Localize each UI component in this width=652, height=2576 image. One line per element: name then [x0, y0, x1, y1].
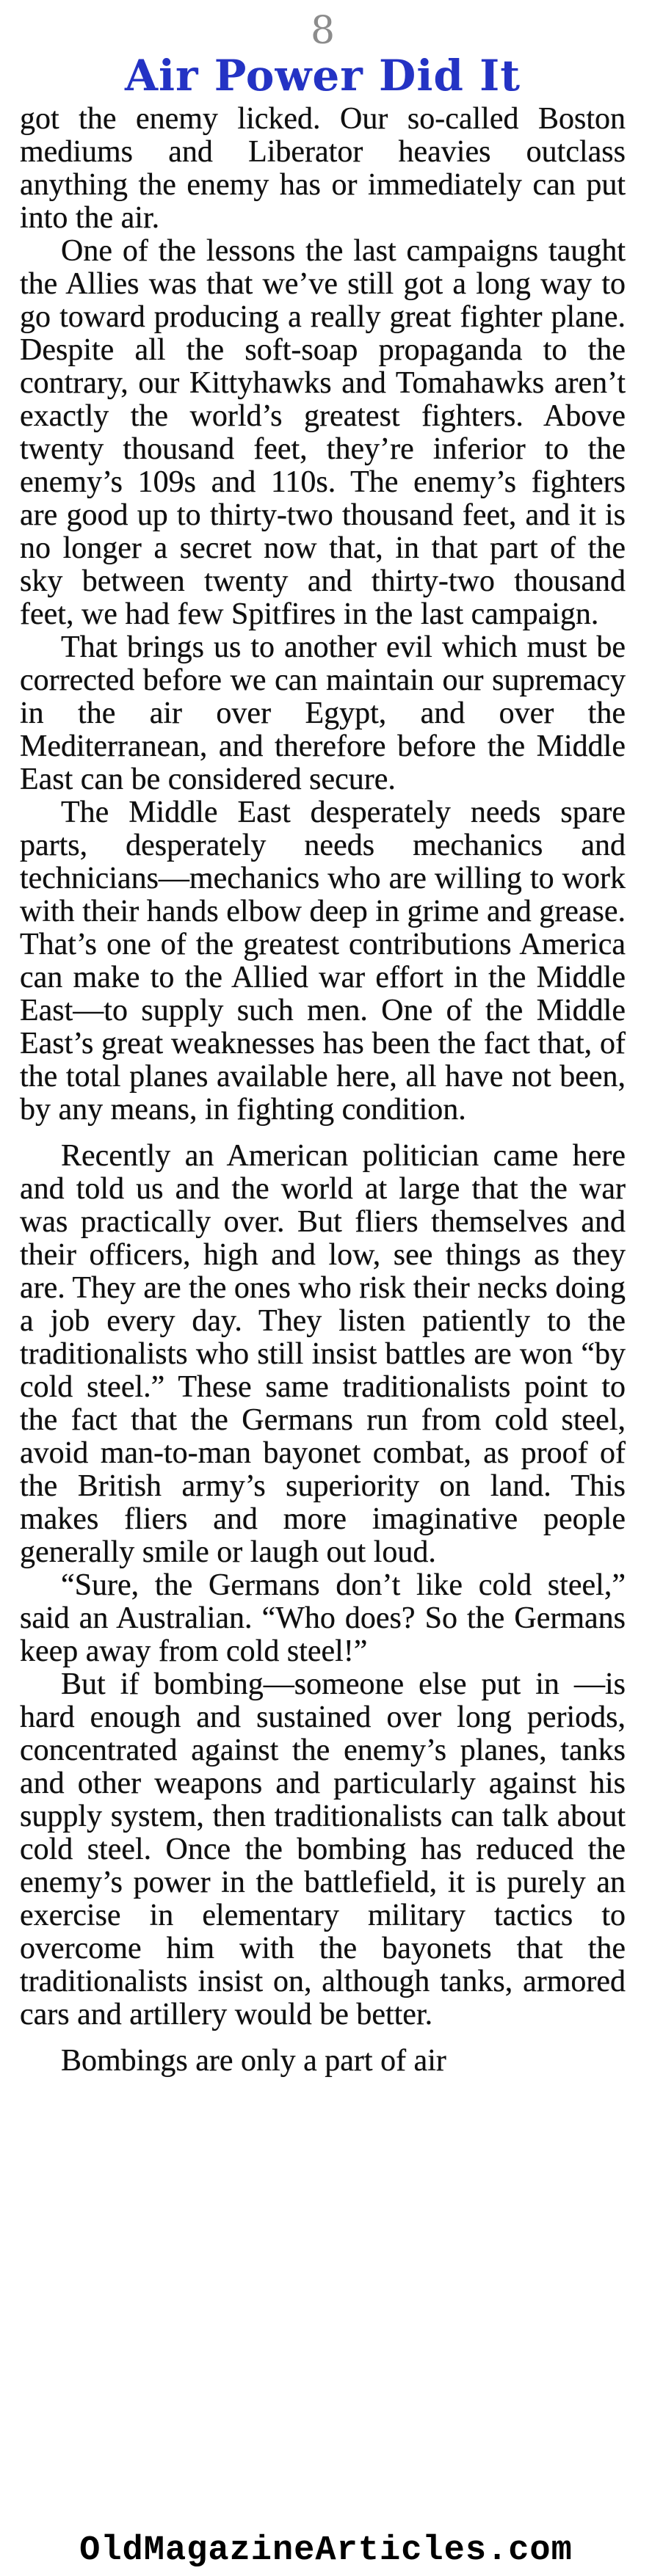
article-paragraph: Bombings are only a part of air — [61, 2044, 446, 2078]
page-number: 8 — [310, 9, 336, 53]
article-paragraph: One of the lessons the last campaigns taught the Allies was that we’ve still got a long way to go toward producing a really great fighter plane. Despite all the soft-soap propaganda to the contrary, our Kittyhawks and Tomahawks aren’t exactly the world’s greatest fighters. Above twenty thousand feet, they’re inferior to the enemy’s 109s and 110s. The enemy’s fighters are good up to thirty-two thousand feet, and it is no longer a secret now that, in that part of the sky between twenty and thirty-two thousand feet, we had few Spitfires in the last campaign. — [20, 234, 626, 631]
article-body — [20, 103, 626, 2078]
article-paragraph: That brings us to another evil which must be corrected before we can maintain our supremacy in the air over Egypt, and over the Mediterranean, and therefore before the Middle East can be considered secure. — [20, 630, 626, 796]
article-paragraph: “Sure, the Germans don’t like cold steel,” said an Australian. “Who does? So the Germans keep away from cold steel!” — [20, 1568, 626, 1668]
article-title: Air Power Did It — [124, 51, 521, 101]
footer-watermark: OldMagazineArticles.com — [79, 2531, 573, 2570]
article-paragraph: Recently an American politician came here and told us and the world at large that the war was practically over. But fliers themselves and their officers, high and low, see things as they are. They are the ones who risk their necks doing a job every day. They listen patiently to the traditionalists who still insist battles are won “by cold steel.” These same traditionalists point to the fact that the Germans run from cold steel, avoid man-to-man bayonet combat, as proof of the British army’s superiority on land. This makes fliers and more imaginative people generally smile or laugh out loud. — [20, 1139, 626, 1569]
article-paragraph: But if bombing—someone else put in —is hard enough and sustained over long periods, concentrated against the enemy’s planes, tanks and other weapons and particularly against his supply system, then traditionalists can talk about cold steel. Once the bombing has reduced the enemy’s power in the battlefield, it is purely an exercise in elementary military tactics to overcome him with the bayonets that the traditionalists insist on, although tanks, armored cars and artillery would be better. — [20, 1667, 626, 2031]
article-paragraph: got the enemy licked. Our so-called Boston mediums and Liberator heavies outclass anything the enemy has or immediately can put into the air. — [20, 102, 626, 235]
article-paragraph: The Middle East desperately needs spare parts, desperately needs mechanics and technicians—mechanics who are willing to work with their hands elbow deep in grime and grease. That’s one of the greatest contributions America can make to the Allied war effort in the Middle East—to supply such men. One of the Middle East’s great weaknesses has been the fact that, of the total planes available here, all have not been, by any means, in fighting condition. — [20, 796, 626, 1127]
